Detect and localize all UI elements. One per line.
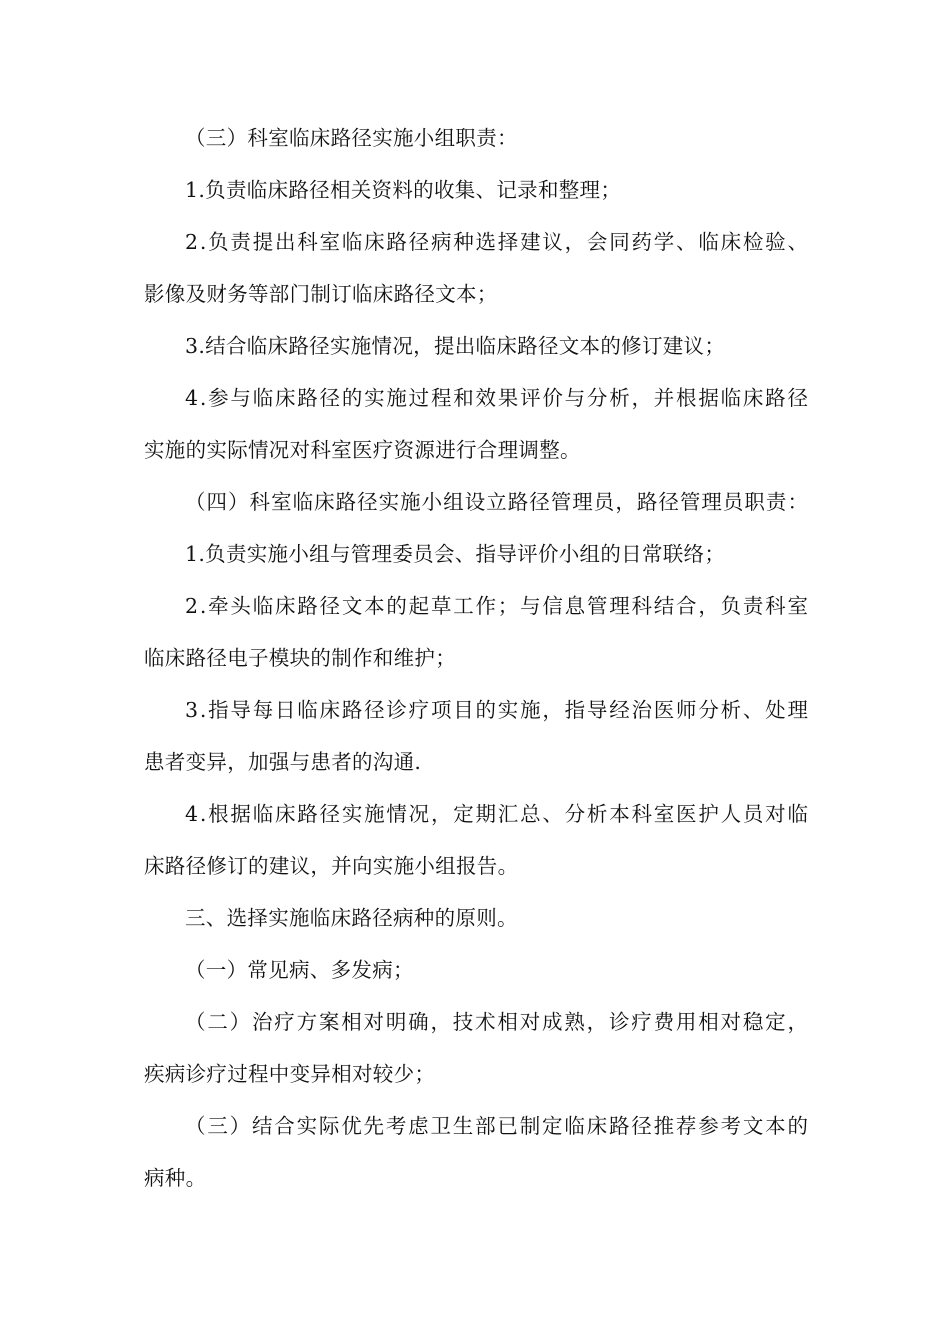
- list-item: （一）常见病、多发病；: [185, 958, 414, 982]
- list-item-continuation: 疾病诊疗过程中变异相对较少；: [144, 1062, 436, 1086]
- paragraph-line: 临床路径电子模块的制作和维护；: [144, 646, 456, 670]
- paragraph-line: 床路径修订的建议，并向实施小组报告。: [144, 854, 519, 878]
- paragraph-line: 2 . 负 责 提 出 科 室 临 床 路 径 病 种 选 择 建 议 ， 会 同 药 学 、 临 床 检 验 、: [185, 230, 808, 254]
- paragraph-line: 2 . 牵 头 临 床 路 径 文 本 的 起 草 工 作 ； 与 信 息 管 理 科 结 合 ， 负 责 科 室: [185, 594, 808, 618]
- list-item: （ 三 ） 结 合 实 际 优 先 考 虑 卫 生 部 已 制 定 临 床 路 径 推 荐 参 考 文 本 的: [185, 1114, 808, 1138]
- paragraph-line: 1.负责临床路径相关资料的收集、记录和整理；: [185, 178, 622, 202]
- list-item: （ 二 ） 治 疗 方 案 相 对 明 确 ， 技 术 相 对 成 熟 ， 诊 疗 费 用 相 对 稳 定 ，: [185, 1010, 808, 1034]
- list-item-continuation: 病种。: [144, 1166, 207, 1190]
- paragraph-line: 1.负责实施小组与管理委员会、指导评价小组的日常联络；: [185, 542, 726, 566]
- paragraph-line: 4 . 根 据 临 床 路 径 实 施 情 况 ， 定 期 汇 总 、 分 析 本 科 室 医 护 人 员 对 临: [185, 802, 808, 826]
- paragraph-line: 影像及财务等部门制订临床路径文本；: [144, 282, 498, 306]
- document-page: [144, 112, 808, 1204]
- paragraph-line: 3.结合临床路径实施情况，提出临床路径文本的修订建议；: [185, 334, 726, 358]
- paragraph-line: 实施的实际情况对科室医疗资源进行合理调整。: [144, 438, 581, 462]
- subsection-heading-3: （三）科室临床路径实施小组职责：: [185, 126, 518, 150]
- subsection-heading-4: （ 四 ） 科 室 临 床 路 径 实 施 小 组 设 立 路 径 管 理 员 ， 路 径 管 理 员 职 责 ：: [185, 490, 808, 514]
- paragraph-line: 4 . 参 与 临 床 路 径 的 实 施 过 程 和 效 果 评 价 与 分 析 ， 并 根 据 临 床 路 径: [185, 386, 808, 410]
- section-heading-3: 三、选择实施临床路径病种的原则。: [185, 906, 518, 930]
- paragraph-line: 患者变异，加强与患者的沟通.: [144, 750, 422, 774]
- paragraph-line: 3 . 指 导 每 日 临 床 路 径 诊 疗 项 目 的 实 施 ， 指 导 经 治 医 师 分 析 、 处 理: [185, 698, 808, 722]
